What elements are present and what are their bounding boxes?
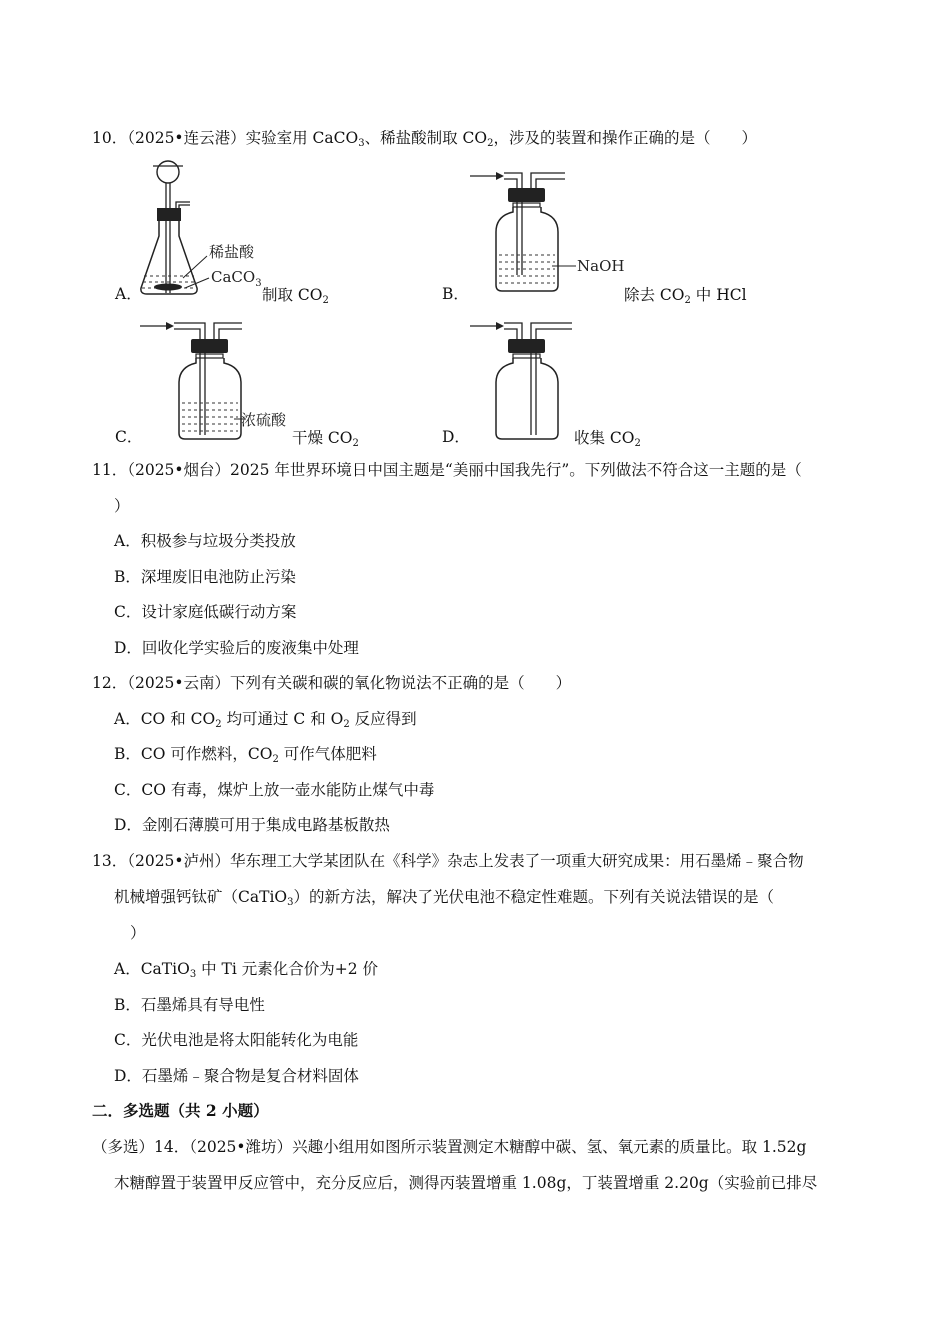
caption-text: 干燥 CO bbox=[292, 429, 353, 447]
q10-option-d-label: D． bbox=[442, 428, 470, 446]
q10-option-a-label: A． bbox=[115, 285, 142, 303]
q13-option-d: D．石墨烯﹣聚合物是复合材料固体 bbox=[114, 1067, 359, 1085]
q11-option-d: D．回收化学实验后的废液集中处理 bbox=[114, 639, 359, 657]
q13-stem-line1: 13．（2025•泸州）华东理工大学某团队在《科学》杂志上发表了一项重大研究成果：用石墨烯﹣聚合物 bbox=[92, 852, 804, 870]
option-text: A．CO 和 CO bbox=[114, 710, 216, 728]
option-text: 可作气体肥料 bbox=[278, 745, 377, 763]
option-text: 反应得到 bbox=[349, 710, 417, 728]
q12-stem: 12．（2025•云南）下列有关碳和碳的氧化物说法不正确的是（ ） bbox=[92, 674, 572, 692]
option-sub: 2 bbox=[343, 719, 350, 730]
caption-text: 中 HCl bbox=[690, 286, 747, 304]
stem-text: 机械增强钙钛矿（CaTiO bbox=[114, 888, 288, 906]
caption-sub: 2 bbox=[352, 438, 359, 449]
q10-b-label-naoh: NaOH bbox=[577, 257, 625, 275]
q10-option-c-caption bbox=[292, 428, 359, 448]
q10-a-label-caco3: CaCO bbox=[211, 268, 256, 286]
q12-option-d: D．金刚石薄膜可用于集成电路基板散热 bbox=[114, 816, 390, 834]
q10-sub: 2 bbox=[487, 138, 494, 149]
stem-sub: 3 bbox=[287, 897, 294, 908]
q10-figure-a bbox=[135, 158, 270, 298]
q10-stem bbox=[92, 128, 757, 148]
option-sub: 2 bbox=[272, 754, 279, 765]
q13-option-b: B．石墨烯具有导电性 bbox=[114, 996, 265, 1014]
option-text: 均可通过 C 和 O bbox=[221, 710, 344, 728]
q12-option-c: C．CO 有毒，煤炉上放一壶水能防止煤气中毒 bbox=[114, 781, 435, 799]
stem-text: ）的新方法，解决了光伏电池不稳定性难题。下列有关说法错误的是（ bbox=[293, 888, 774, 906]
caption-sub: 2 bbox=[634, 438, 641, 449]
q10-option-b-caption bbox=[624, 285, 747, 305]
q14-stem-line1: （多选）14．（2025•潍坊）兴趣小组用如图所示装置测定木糖醇中碳、氢、氧元素的质量比。取 1.52g bbox=[92, 1138, 807, 1156]
q10-number: 10． bbox=[92, 129, 128, 147]
q10-source: （2025•连云港） bbox=[127, 129, 246, 147]
q12-option-a bbox=[114, 709, 417, 729]
option-text: 中 Ti 元素化合价为+2 价 bbox=[196, 960, 379, 978]
q10-figure-b bbox=[468, 160, 628, 295]
q12-option-b bbox=[114, 744, 377, 764]
svg-text:CaCO3 bbox=[211, 268, 262, 289]
q13-option-a bbox=[114, 959, 378, 979]
option-sub: 3 bbox=[189, 969, 197, 980]
q10-a-label-sub: 3 bbox=[255, 278, 262, 289]
option-text: B．CO 可作燃料，CO bbox=[114, 745, 273, 763]
q10-option-d-caption bbox=[574, 428, 641, 448]
option-sub: 2 bbox=[215, 719, 222, 730]
caption-text: 制取 CO bbox=[262, 286, 323, 304]
q10-option-a-caption bbox=[262, 285, 329, 305]
q11-option-b: B．深埋废旧电池防止污染 bbox=[114, 568, 296, 586]
q10-stem-text: ，涉及的装置和操作正确的是（ ） bbox=[493, 129, 757, 147]
q10-figure-d bbox=[468, 313, 608, 443]
q10-a-label-acid: 稀盐酸 bbox=[209, 243, 255, 261]
q10-sub: 3 bbox=[358, 138, 365, 149]
q11-stem-line2: ） bbox=[114, 497, 130, 515]
q11-option-c: C．设计家庭低碳行动方案 bbox=[114, 603, 297, 621]
option-text: A．CaTiO bbox=[114, 960, 190, 978]
q13-stem-line3: ） bbox=[130, 924, 146, 942]
q11-option-a: A．积极参与垃圾分类投放 bbox=[114, 532, 296, 550]
q10-figure-c bbox=[138, 313, 298, 443]
q14-stem-line2: 木糖醇置于装置甲反应管中，充分反应后，测得丙装置增重 1.08g，丁装置增重 2.20g（实验前已排尽 bbox=[114, 1174, 818, 1192]
q10-stem-text: 、稀盐酸制取 CO bbox=[364, 129, 488, 147]
q11-stem-line1: 11．（2025•烟台）2025 年世界环境日中国主题是“美丽中国我先行”。下列做法不符合这一主题的是（ bbox=[92, 461, 802, 479]
caption-sub: 2 bbox=[322, 295, 329, 306]
caption-sub: 2 bbox=[684, 295, 691, 306]
q13-stem-line2 bbox=[114, 887, 774, 907]
q13-option-c: C．光伏电池是将太阳能转化为电能 bbox=[114, 1031, 359, 1049]
q10-option-c-label: C． bbox=[115, 428, 143, 446]
q10-option-b-label: B． bbox=[442, 285, 469, 303]
q10-stem-text: 实验室用 CaCO bbox=[245, 129, 359, 147]
caption-text: 除去 CO bbox=[624, 286, 685, 304]
q10-c-label-acid: 浓硫酸 bbox=[241, 411, 287, 429]
section-multiple-choice-title: 二．多选题（共 2 小题） bbox=[92, 1101, 269, 1120]
caption-text: 收集 CO bbox=[574, 429, 635, 447]
